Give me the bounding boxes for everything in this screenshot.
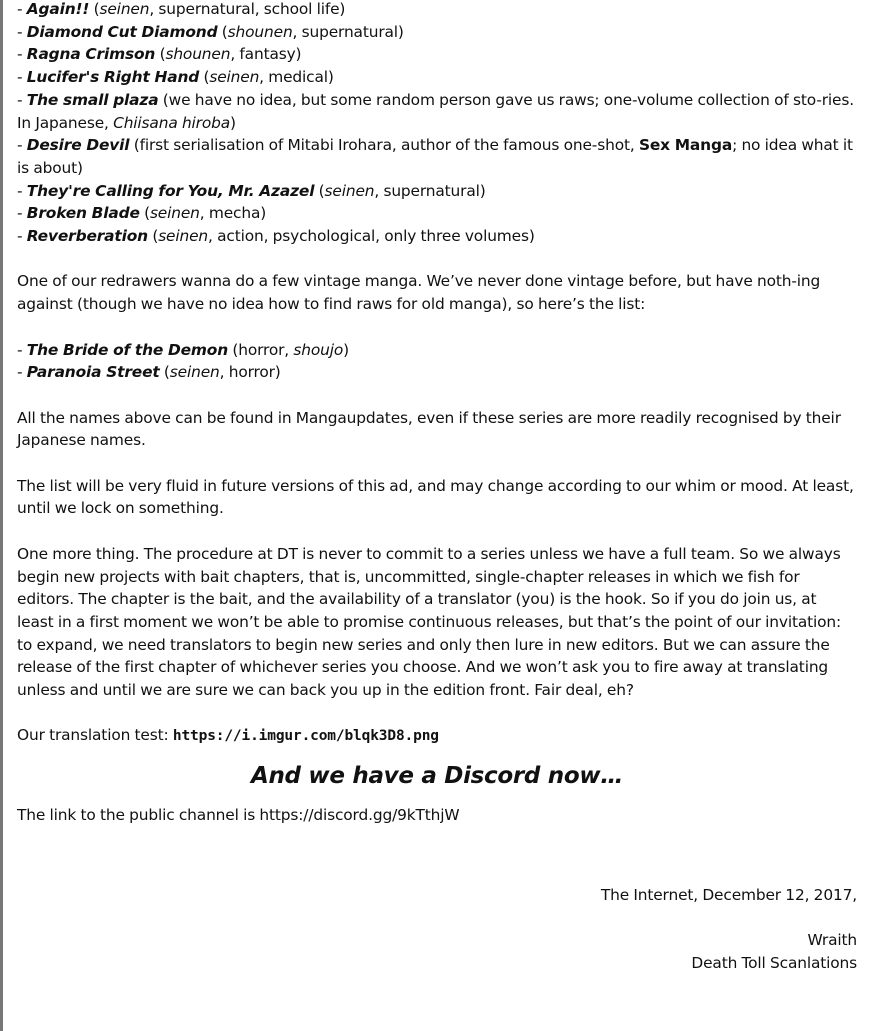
- series-note: , action, psychological, only three volumes): [208, 227, 535, 246]
- list-item: - Desire Devil (first serialisation of Mitabi Irohara, author of the famous one-shot, Sex Manga; no idea what it is about): [17, 136, 853, 177]
- translation-test-label: Our translation test:: [17, 726, 173, 745]
- series-list: [17, 0, 857, 248]
- series-genre: Chiisana hiroba: [113, 113, 231, 132]
- fluid-list-paragraph: The list will be very fluid in future versions of this ad, and may change according to our whim or mood. At least, until we lock on something.: [17, 476, 854, 518]
- series-note: ): [230, 113, 236, 132]
- translation-test-line: [17, 724, 857, 748]
- series-note: (: [155, 45, 166, 64]
- series-title: The Bride of the Demon: [26, 340, 229, 359]
- series-note: (: [139, 204, 150, 223]
- procedure-paragraph: One more thing. The procedure at DT is never to commit to a series unless we have a full team. So we always begin new projects with bait chapters, that is, uncommitted, single-chapter releases in which we fish for editors. The chapter is the bait, and the availability of a translator (you) is the hook. So if you do join us, at least in a first moment we won’t be able to promise continuous releases, but that’s the point of our invitation: to expand, we need translators to begin new series and only then lure in new editors. But we can assure the release of the first chapter of whichever series you choose. And we won’t ask you to fire away at translating unless and until we are sure we can back you up in the edition front. Fair deal, eh?: [17, 544, 842, 700]
- list-item: - Reverberation (seinen, action, psychological, only three volumes): [17, 227, 535, 246]
- series-title: Lucifer's Right Hand: [26, 68, 200, 87]
- list-item: - They're Calling for You, Mr. Azazel (seinen, supernatural): [17, 181, 486, 200]
- list-item: - Paranoia Street (seinen, horror): [17, 363, 281, 382]
- series-genre: seinen: [324, 181, 375, 200]
- series-title: Desire Devil: [26, 136, 130, 155]
- series-note: (: [89, 0, 100, 18]
- signoff-name: Wraith: [807, 931, 857, 950]
- series-note: (horror,: [228, 340, 294, 359]
- series-note: , fantasy): [230, 45, 302, 64]
- series-note: (: [199, 68, 210, 87]
- list-item: - The Bride of the Demon (horror, shoujo): [17, 340, 349, 359]
- list-item: - Again!! (seinen, supernatural, school life): [17, 0, 346, 18]
- series-note: , supernatural, school life): [149, 0, 346, 18]
- series-note: , mecha): [199, 204, 267, 223]
- series-note: (: [147, 227, 159, 246]
- series-note: , supernatural): [374, 181, 486, 200]
- series-note: (: [314, 181, 325, 200]
- series-note: (: [159, 363, 170, 382]
- series-genre: shoujo: [293, 340, 344, 359]
- series-reference: Sex Manga: [638, 136, 733, 155]
- names-note-paragraph: All the names above can be found in Mangaupdates, even if these series are more readily recognised by their Japanese names.: [17, 408, 841, 450]
- discord-link-line[interactable]: The link to the public channel is https://discord.gg/9kTthjW: [17, 806, 460, 825]
- signoff-group: Death Toll Scanlations: [691, 953, 857, 972]
- series-note: (first serialisation of Mitabi Irohara, author of the famous one-shot,: [129, 136, 639, 155]
- list-item: - Diamond Cut Diamond (shounen, supernatural): [17, 22, 404, 41]
- series-title: They're Calling for You, Mr. Azazel: [26, 181, 315, 200]
- list-item: - Ragna Crimson (shounen, fantasy): [17, 45, 302, 64]
- series-note: (: [217, 22, 228, 41]
- series-title: Paranoia Street: [26, 363, 160, 382]
- vintage-series-list: [17, 339, 857, 384]
- series-genre: seinen: [99, 0, 150, 18]
- document-page: [17, 0, 857, 975]
- series-title: Broken Blade: [26, 204, 140, 223]
- series-note: , medical): [259, 68, 334, 87]
- series-title: Again!!: [26, 0, 90, 18]
- series-note: ; no idea what it is about): [17, 136, 853, 177]
- series-genre: seinen: [209, 68, 260, 87]
- series-note: , horror): [219, 363, 281, 382]
- series-genre: shounen: [227, 22, 293, 41]
- series-genre: seinen: [169, 363, 220, 382]
- series-title: Ragna Crimson: [26, 45, 156, 64]
- vintage-intro-paragraph: One of our redrawers wanna do a few vintage manga. We’ve never done vintage before, but have noth-ing against (though we have no idea how to find raws for old manga), so here’s the list:: [17, 272, 821, 314]
- signoff-place-date: The Internet, December 12, 2017,: [600, 885, 857, 904]
- series-note: (we have no idea, but some random person gave us raws; one-volume collection of sto-ries. In Japanese,: [17, 90, 854, 132]
- series-genre: seinen: [158, 227, 209, 246]
- discord-headline: And we have a Discord now…: [250, 763, 624, 790]
- list-item: - Lucifer's Right Hand (seinen, medical): [17, 68, 334, 87]
- series-genre: shounen: [165, 45, 231, 64]
- series-title: Reverberation: [26, 227, 148, 246]
- series-title: The small plaza: [26, 90, 159, 109]
- series-note: ): [343, 340, 349, 359]
- list-item: - Broken Blade (seinen, mecha): [17, 204, 267, 223]
- series-genre: seinen: [149, 204, 200, 223]
- list-item: - The small plaza (we have no idea, but some random person gave us raws; one-volume collection of sto-ries. In Japanese, Chiisana hiroba): [17, 90, 854, 132]
- translation-test-link[interactable]: https://i.imgur.com/blqk3D8.png: [172, 728, 439, 745]
- page-left-border: [0, 0, 3, 1031]
- series-note: , supernatural): [292, 22, 404, 41]
- series-title: Diamond Cut Diamond: [26, 22, 218, 41]
